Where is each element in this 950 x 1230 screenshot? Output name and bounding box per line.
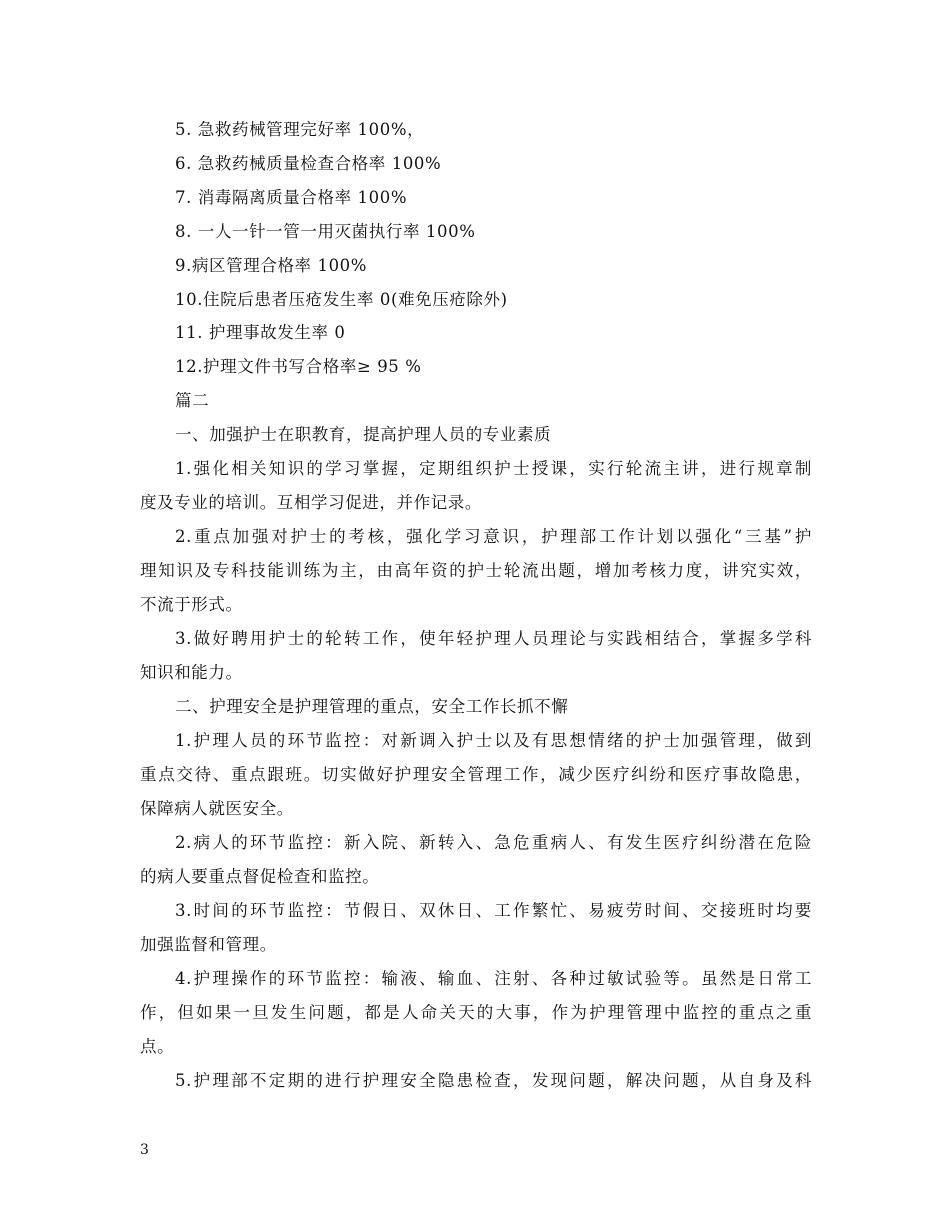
text-line: 知识和能力。 — [140, 663, 243, 682]
text-line: 7. 消毒隔离质量合格率 100% — [175, 188, 408, 207]
text-line: 重点交待、重点跟班。切实做好护理安全管理工作，减少医疗纠纷和医疗事故隐患， — [140, 765, 812, 784]
text-line: 2.病人的环节监控：新入院、新转入、急危重病人、有发生医疗纠纷潜在危险 — [175, 833, 812, 852]
text-line: 不流于形式。 — [140, 595, 243, 614]
text-line: 1.强化相关知识的学习掌握，定期组织护士授课，实行轮流主讲，进行规章制 — [175, 459, 812, 478]
text-line: 的病人要重点督促检查和监控。 — [140, 867, 380, 886]
section-heading: 一、加强护士在职教育，提高护理人员的专业素质 — [175, 425, 552, 444]
section-heading: 篇二 — [175, 391, 210, 410]
text-line: 加强监督和管理。 — [140, 935, 277, 954]
text-line: 12.护理文件书写合格率≥ 95 % — [175, 357, 422, 376]
section-heading: 二、护理安全是护理管理的重点，安全工作长抓不懈 — [175, 697, 569, 716]
text-line: 9.病区管理合格率 100% — [175, 256, 368, 275]
text-line: 1.护理人员的环节监控：对新调入护士以及有思想情绪的护士加强管理，做到 — [175, 731, 812, 750]
text-line: 3.时间的环节监控：节假日、双休日、工作繁忙、易疲劳时间、交接班时均要 — [175, 901, 812, 920]
text-line: 2.重点加强对护士的考核，强化学习意识，护理部工作计划以强化“三基”护 — [175, 527, 812, 546]
text-line: 6. 急救药械质量检查合格率 100% — [175, 154, 442, 173]
text-line: 5. 急救药械管理完好率 100%， — [175, 120, 425, 139]
text-line: 3.做好聘用护士的轮转工作，使年轻护理人员理论与实践相结合，掌握多学科 — [175, 629, 812, 648]
text-line: 作，但如果一旦发生问题，都是人命关天的大事，作为护理管理中监控的重点之重 — [140, 1003, 812, 1022]
text-line: 8. 一人一针一管一用灭菌执行率 100% — [175, 222, 476, 241]
text-line: 4.护理操作的环节监控：输液、输血、注射、各种过敏试验等。虽然是日常工 — [175, 969, 812, 988]
text-line: 点。 — [140, 1037, 175, 1056]
text-line: 度及专业的培训。互相学习促进，并作记录。 — [140, 493, 482, 512]
page-number: 3 — [140, 1142, 149, 1158]
text-line: 保障病人就医安全。 — [140, 799, 294, 818]
text-line: 理知识及专科技能训练为主，由高年资的护士轮流出题，增加考核力度，讲究实效， — [140, 561, 812, 580]
text-line: 5.护理部不定期的进行护理安全隐患检查，发现问题，解决问题，从自身及科 — [175, 1071, 812, 1090]
text-line: 10.住院后患者压疮发生率 0(难免压疮除外) — [175, 290, 508, 309]
text-line: 11. 护理事故发生率 0 — [175, 323, 346, 342]
